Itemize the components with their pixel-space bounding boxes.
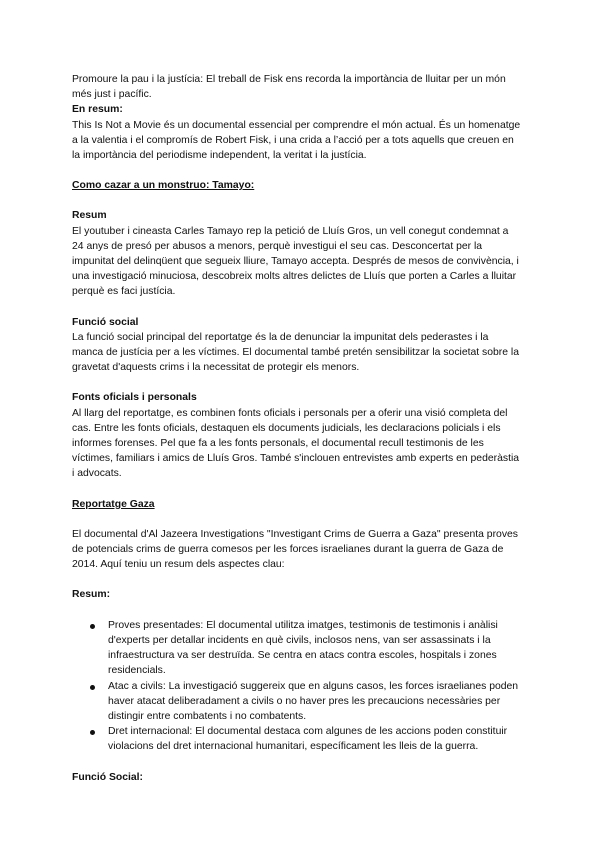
spacer bbox=[72, 482, 522, 497]
gaza-section-title: Reportatge Gaza bbox=[72, 498, 155, 510]
spacer bbox=[72, 375, 522, 390]
tamayo-resum-heading: Resum bbox=[72, 210, 107, 222]
spacer bbox=[72, 572, 522, 587]
bullet-icon bbox=[90, 730, 95, 735]
list-item bbox=[72, 724, 522, 754]
bullet-text: Proves presentades: El documental utilitza imatges, testimonis de testimonis i anàlisi d'experts per detallar incidents en què civils, inclosos nens, van ser assassinats i la infraestructura va ser destruïda. Se centra en atacs contra escoles, hospitals i zones residencials. bbox=[108, 619, 498, 677]
gaza-resum-heading: Resum: bbox=[72, 589, 111, 601]
document-page bbox=[72, 72, 522, 785]
bullet-icon bbox=[90, 685, 95, 690]
tamayo-fonts-paragraph: Al llarg del reportatge, es combinen fonts oficials i personals per a oferir una visió completa del cas. Entre les fonts oficials, destaquen els documents judicials, les declaracions policials i els informes forenses. Pel que fa a les fonts personals, el documental recull testimonis de les víctimes, familiars i amics de Lluís Gros. També s'inclouen entrevistes amb experts en pederàstia i advocats. bbox=[72, 407, 520, 480]
bullet-text: Atac a civils: La investigació suggereix que en alguns casos, les forces israelianes poden haver atacat deliberadament a civils o no haver pres les precaucions necessàries per distingir entre combatents i no combatents. bbox=[108, 680, 519, 722]
en-resum-heading: En resum: bbox=[72, 104, 123, 116]
spacer bbox=[72, 512, 522, 527]
spacer bbox=[72, 755, 522, 770]
spacer bbox=[72, 163, 522, 178]
spacer bbox=[72, 300, 522, 315]
intro-paragraph: Promoure la pau i la justícia: El treball de Fisk ens recorda la importància de lluitar per un món més just i pacífic. bbox=[72, 74, 506, 101]
spacer bbox=[72, 193, 522, 208]
list-item bbox=[72, 618, 522, 679]
gaza-funcio-heading: Funció Social: bbox=[72, 771, 144, 783]
tamayo-funcio-heading: Funció social bbox=[72, 316, 139, 328]
list-item bbox=[72, 679, 522, 725]
tamayo-funcio-paragraph: La funció social principal del reportatge és la de denunciar la impunitat dels pederastes i la manca de justícia per a les víctimes. El documental també pretén sensibilitzar la societat sobre la gravetat d'aquests crims i la necessitat de protegir els menors. bbox=[72, 331, 520, 374]
tamayo-fonts-heading: Fonts oficials i personals bbox=[72, 392, 197, 404]
en-resum-paragraph: This Is Not a Movie és un documental essencial per comprendre el món actual. És un homenatge a la valentia i el compromís de Robert Fisk, i una crida a l’acció per a tots aquells que creuen en la importància del periodisme independent, la veritat i la justícia. bbox=[72, 119, 521, 162]
bullet-text: Dret internacional: El documental destaca com algunes de les accions poden constituir violacions del dret internacional humanitari, específicament les lleis de la guerra. bbox=[108, 726, 508, 753]
tamayo-section-title: Como cazar a un monstruo: Tamayo: bbox=[72, 180, 255, 192]
gaza-bullet-list bbox=[72, 618, 522, 755]
bullet-icon bbox=[90, 624, 95, 629]
spacer bbox=[72, 603, 522, 618]
gaza-intro-paragraph: El documental d'Al Jazeera Investigations "Investigant Crims de Guerra a Gaza" presenta proves de potencials crims de guerra comesos per les forces israelianes durant la guerra de Gaza de 2014. Aquí teniu un resum dels aspectes clau: bbox=[72, 528, 518, 571]
tamayo-resum-paragraph: El youtuber i cineasta Carles Tamayo rep la petició de Lluís Gros, un vell conegut condemnat a 24 anys de presó per abusos a menors, perquè investigui el seu cas. Desconcertat per la impunitat del delinqüent que segueix lliure, Tamayo accepta. Després de mesos de convivència, i una investigació minuciosa, descobreix molts altres delictes de Lluís que porten a Carles a lluitar perquè es faci justícia. bbox=[72, 225, 519, 298]
